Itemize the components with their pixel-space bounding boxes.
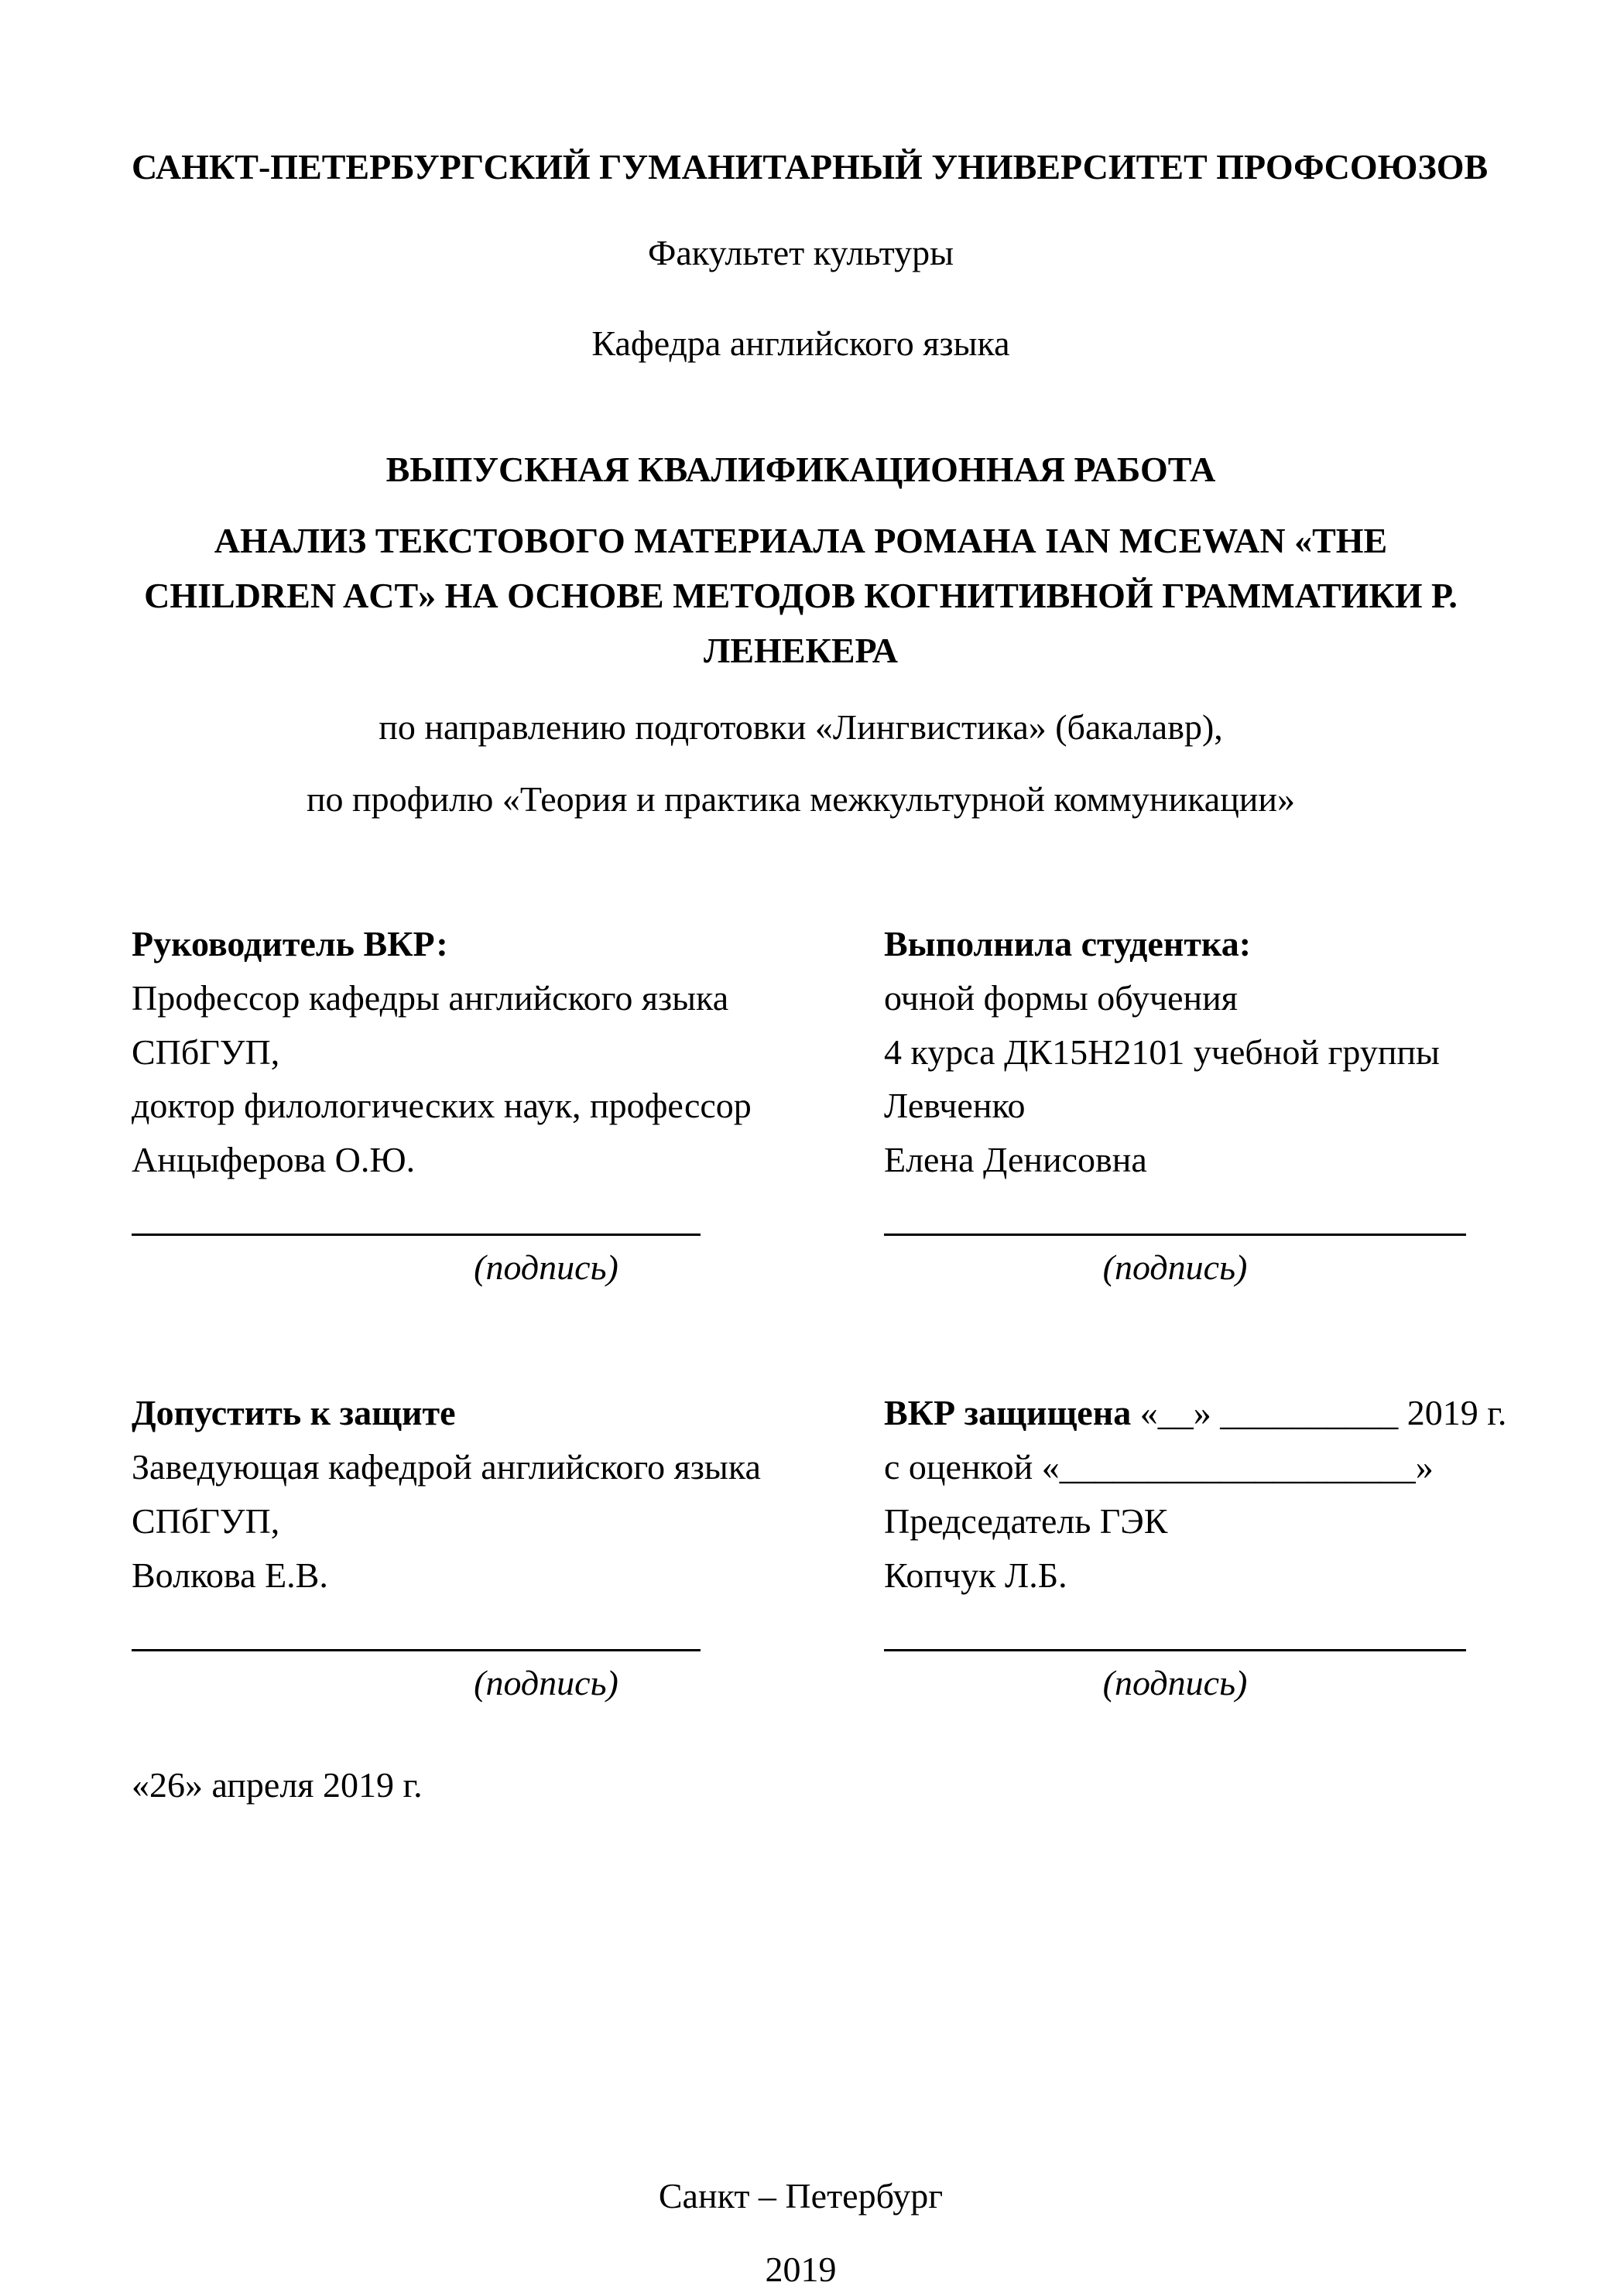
supervisor-line: СПбГУП, [132,1032,280,1072]
admission-line: Волкова Е.В. [132,1555,328,1595]
supervisor-heading: Руководитель ВКР: [132,923,448,963]
student-signature-label: (подпись) [1102,1247,1248,1288]
student-heading: Выполнила студентка: [884,923,1252,963]
defense-heading-rest: «__» __________ 2019 г. [1131,1393,1507,1433]
defense-line: Председатель ГЭК [884,1500,1168,1541]
study-direction: по направлению подготовки «Лингвистика» (бакалавр), [379,707,1223,747]
defense-heading [884,1386,1507,1440]
university-name: САНКТ-ПЕТЕРБУРГСКИЙ ГУМАНИТАРНЫЙ УНИВЕРСИТЕТ ПРОФСОЮЗОВ [132,147,1489,186]
defense-line: Копчук Л.Б. [884,1555,1067,1595]
supervisor-line: Анцыферова О.Ю. [132,1140,416,1180]
student-line: Елена Денисовна [884,1140,1147,1180]
study-profile: по профилю «Теория и практика межкультурной коммуникации» [306,778,1296,819]
defense-section [884,1386,1507,1710]
year-label: 2019 [765,2249,837,2289]
thesis-title: АНАЛИЗ ТЕКСТОВОГО МАТЕРИАЛА РОМАНА IAN MCEWAN «THE CHILDREN ACT» НА ОСНОВЕ МЕТОДОВ КОГНИТИВНОЙ ГРАММАТИКИ Р. ЛЕНЕКЕРА [144,520,1458,671]
faculty-name: Факультет культуры [648,232,954,272]
signatures-block-bottom [132,1386,1507,1710]
defense-signature-line [884,1649,1466,1651]
signatures-block-top [132,917,1470,1295]
admission-signature-label: (подпись) [474,1662,618,1702]
student-section [884,917,1470,1295]
defense-signature-label: (подпись) [1102,1662,1248,1702]
admission-line: СПбГУП, [132,1500,280,1541]
admission-line: Заведующая кафедрой английского языка [132,1447,761,1487]
defense-heading-bold: ВКР защищена [884,1393,1132,1433]
department-name: Кафедра английского языка [591,323,1010,363]
work-type-heading: ВЫПУСКНАЯ КВАЛИФИКАЦИОННАЯ РАБОТА [385,449,1216,489]
city-name: Санкт – Петербург [658,2175,944,2216]
student-line: очной формы обучения [884,977,1238,1018]
admission-section [132,1386,832,1710]
admission-heading: Допустить к защите [132,1393,456,1433]
defense-line: с оценкой «____________________» [884,1447,1434,1487]
supervisor-line: доктор филологических наук, профессор [132,1086,752,1126]
student-line: 4 курса ДК15Н2101 учебной группы [884,1032,1440,1072]
admission-date: «26» апреля 2019 г. [132,1764,423,1805]
student-signature-line [884,1234,1466,1236]
student-line: Левченко [884,1086,1026,1126]
supervisor-section [132,917,832,1295]
supervisor-signature-label: (подпись) [474,1247,618,1288]
admission-signature-line [132,1649,701,1651]
supervisor-signature-line [132,1234,701,1236]
supervisor-line: Профессор кафедры английского языка [132,977,729,1018]
